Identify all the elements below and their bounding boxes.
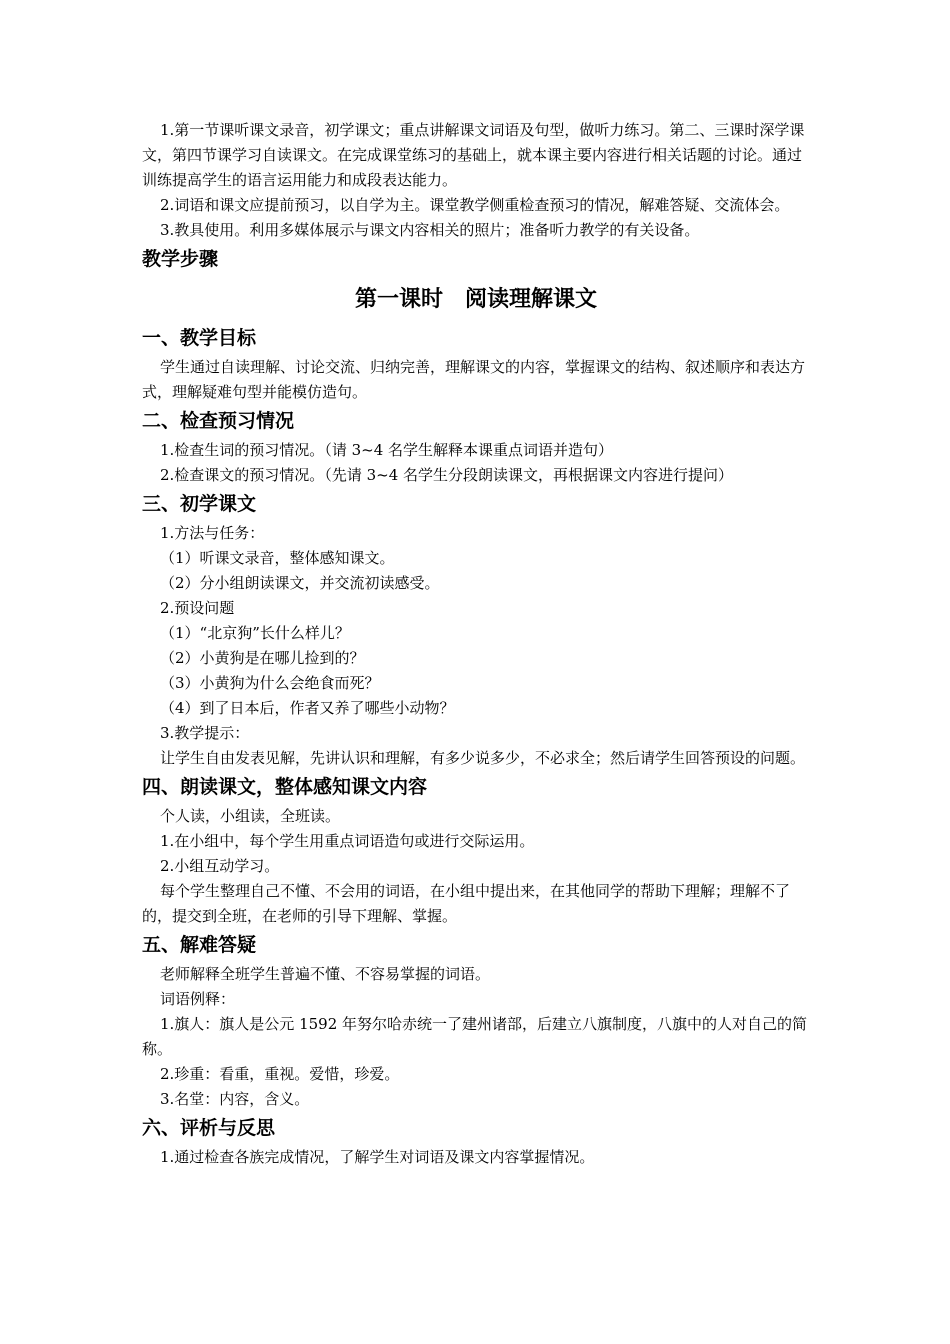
section-paragraph: （1）听课文录音，整体感知课文。: [160, 549, 395, 567]
section-paragraph: 每个学生整理自己不懂、不会用的词语，在小组中提出来，在其他同学的帮助下理解；理解不了的，提交到全班，在老师的引导下理解、掌握。: [142, 882, 791, 925]
section-paragraph: 2.检查课文的预习情况。（先请 3~4 名学生分段朗读课文，再根据课文内容进行提问）: [160, 466, 734, 484]
document-page: [142, 118, 810, 1170]
section-paragraph: 老师解释全班学生普遍不懂、不容易掌握的词语。: [160, 965, 491, 983]
section-paragraph: 让学生自由发表见解，先讲认识和理解，有多少说多少，不必求全；然后请学生回答预设的问题。: [160, 749, 806, 767]
section-paragraph: 2.预设问题: [160, 599, 235, 617]
section-heading-read-aloud: 四、朗读课文，整体感知课文内容: [142, 776, 428, 798]
lesson-title: 第一课时 阅读理解课文: [354, 287, 597, 312]
section-paragraph: 1.在小组中，每个学生用重点词语造句或进行交际运用。: [160, 832, 535, 850]
section-paragraph: （3）小黄狗为什么会绝食而死？: [160, 674, 380, 692]
section-paragraph: 3.教学提示：: [160, 724, 250, 742]
section-paragraph: 词语例释：: [160, 990, 236, 1008]
section-paragraph: 1.检查生词的预习情况。（请 3~4 名学生解释本课重点词语并造句）: [160, 441, 614, 459]
section-paragraph: （1）“北京狗”长什么样儿？: [160, 624, 350, 642]
section-heading-reflection: 六、评析与反思: [142, 1117, 276, 1139]
intro-paragraph-1: 1.第一节课听课文录音，初学课文；重点讲解课文词语及句型，做听力练习。第二、三课时深学课文，第四节课学习自读课文。在完成课堂练习的基础上，就本课主要内容进行相关话题的讨论。通过训练提高学生的语言运用能力和成段表达能力。: [142, 121, 805, 189]
section-paragraph: 3.名堂：内容，含义。: [160, 1090, 310, 1108]
steps-heading: 教学步骤: [142, 248, 219, 270]
section-paragraph: 1.旗人：旗人是公元 1592 年努尔哈赤统一了建州诸部，后建立八旗制度，八旗中的人对自己的简称。: [142, 1015, 808, 1058]
section-paragraph: 2.珍重：看重，重视。爱惜，珍爱。: [160, 1065, 400, 1083]
section-paragraph: （4）到了日本后，作者又养了哪些小动物？: [160, 699, 455, 717]
section-paragraph: （2）分小组朗读课文，并交流初读感受。: [160, 574, 440, 592]
section-paragraph: 个人读，小组读，全班读。: [160, 807, 341, 825]
section-paragraph: 1.通过检查各族完成情况，了解学生对词语及课文内容掌握情况。: [160, 1148, 595, 1166]
section-paragraph: 1.方法与任务：: [160, 524, 265, 542]
intro-paragraph-2: 2.词语和课文应提前预习，以自学为主。课堂教学侧重检查预习的情况，解难答疑、交流体会。: [160, 196, 790, 214]
section-heading-goals: 一、教学目标: [142, 327, 257, 349]
section-heading-preview-check: 二、检查预习情况: [142, 410, 295, 432]
section-heading-first-reading: 三、初学课文: [142, 493, 257, 515]
section-paragraph: 2.小组互动学习。: [160, 857, 280, 875]
intro-paragraph-3: 3.教具使用。利用多媒体展示与课文内容相关的照片；准备听力教学的有关设备。: [160, 221, 700, 239]
section-paragraph: 学生通过自读理解、讨论交流、归纳完善，理解课文的内容，掌握课文的结构、叙述顺序和表达方式，理解疑难句型并能模仿造句。: [142, 358, 806, 401]
section-paragraph: （2）小黄狗是在哪儿捡到的？: [160, 649, 365, 667]
section-heading-questions: 五、解难答疑: [142, 934, 257, 956]
